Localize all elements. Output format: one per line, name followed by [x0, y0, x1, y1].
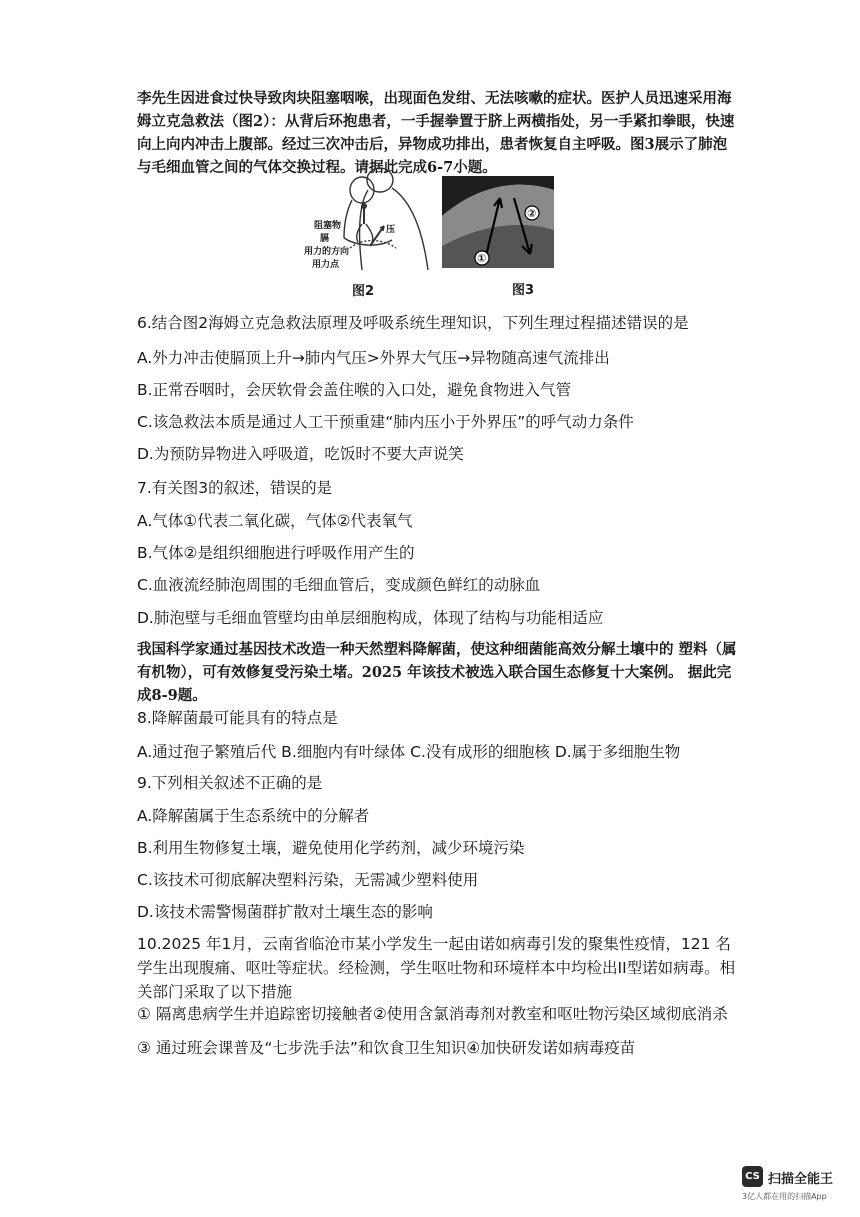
question-9-stem: 9.下列相关叙述不正确的是 — [137, 774, 323, 792]
label-obstruction: 阻塞物 — [314, 221, 342, 231]
question-7-stem: 7.有关图3的叙述，错误的是 — [137, 479, 333, 497]
label-press: 压 — [386, 225, 396, 235]
question-7-option-b: B.气体②是组织细胞进行呼吸作用产生的 — [137, 544, 415, 562]
question-6-option-b: B.正常吞咽时，会厌软骨会盖住喉的入口处，避免食物进入气管 — [137, 381, 572, 399]
question-8-stem: 8.降解菌最可能具有的特点是 — [137, 709, 338, 727]
label-force-point: 用力点 — [312, 260, 340, 270]
scanner-watermark — [742, 1166, 842, 1206]
question-6-option-a: A.外力冲击使膈顶上升→肺内气压>外界大气压→异物随高速气流排出 — [137, 349, 610, 367]
intro-passage-1: 李先生因进食过快导致肉块阻塞咽喉，出现面色发绀、无法咳嗽的症状。医护人员迅速采用海姆立克急救法（图2）：从背后环抱患者，一手握拳置于脐上两横指处，另一手紧扣拳眼，快速向上向内冲击上腹部。经过三次冲击后，异物成功排出，患者恢复自主呼吸。图3展示了肺泡与毛细血管之间的气体交换过程。请据此完成6-7小题。 — [137, 90, 735, 176]
label-force-direction: 用力的方向 — [304, 247, 350, 257]
question-9-option-d: D.该技术需警惕菌群扩散对土壤生态的影响 — [137, 903, 433, 921]
label-gas-1: ① — [477, 252, 487, 265]
obstruction-mark — [361, 203, 367, 209]
intro-passage-2: 我国科学家通过基因技术改造一种天然塑料降解菌，使这种细菌能高效分解土壤中的 塑料（属有机物），可有效修复受污染土堵。2025 年该技术被选入联合国生态修复十大案例。 据此完成8-9题。 — [137, 641, 737, 704]
question-6-option-d: D.为预防异物进入呼吸道，吃饭时不要大声说笑 — [137, 445, 464, 463]
question-6-stem: 6.结合图2海姆立克急救法原理及呼吸系统生理知识，下列生理过程描述错误的是 — [137, 314, 689, 332]
gas-exchange-illustration — [442, 176, 554, 268]
figure-2-heimlich — [300, 166, 436, 274]
label-gas-2: ② — [527, 207, 537, 220]
question-10-measures-2: ③ 通过班会课普及“七步洗手法”和饮食卫生知识④加快研发诺如病毒疫苗 — [137, 1039, 636, 1057]
label-diaphragm: 膈 — [320, 234, 330, 244]
question-8-options: A.通过孢子繁殖后代 B.细胞内有叶绿体 C.没有成形的细胞核 D.属于多细胞生物 — [137, 743, 681, 761]
question-7-option-d: D.肺泡壁与毛细血管壁均由单层细胞构成，体现了结构与功能相适应 — [137, 609, 604, 627]
figure-2-caption: 图2 — [352, 284, 375, 299]
question-10-stem: 10.2025 年1月，云南省临沧市某小学发生一起由诺如病毒引发的聚集性疫情，121 名学生出现腹痛、呕吐等症状。经检测，学生呕吐物和环境样本中均检出II型诺如病毒。相关部门采取了以下措施 — [137, 935, 736, 1001]
question-6-option-c: C.该急救法本质是通过人工干预重建“肺内压小于外界压”的呼气动力条件 — [137, 413, 634, 431]
camscanner-logo-icon: CS — [742, 1166, 763, 1187]
figure-3-gas-exchange — [442, 176, 554, 268]
question-9-option-c: C.该技术可彻底解决塑料污染，无需减少塑料使用 — [137, 871, 479, 889]
question-7-option-c: C.血液流经肺泡周围的毛细血管后，变成颜色鲜红的动脉血 — [137, 576, 541, 594]
question-7-option-a: A.气体①代表二氧化碳，气体②代表氧气 — [137, 512, 413, 530]
watermark-app-name: 扫描全能王 — [768, 1172, 834, 1187]
watermark-tagline: 3亿人都在用的扫描App — [742, 1192, 827, 1201]
figure-3-caption: 图3 — [512, 283, 535, 298]
question-9-option-a: A.降解菌属于生态系统中的分解者 — [137, 807, 370, 825]
question-10-measures-1: ① 隔离患病学生并追踪密切接触者②使用含氯消毒剂对教室和呕吐物污染区域彻底消杀 — [137, 1005, 728, 1023]
question-9-option-b: B.利用生物修复土壤，避免使用化学药剂，减少环境污染 — [137, 839, 525, 857]
